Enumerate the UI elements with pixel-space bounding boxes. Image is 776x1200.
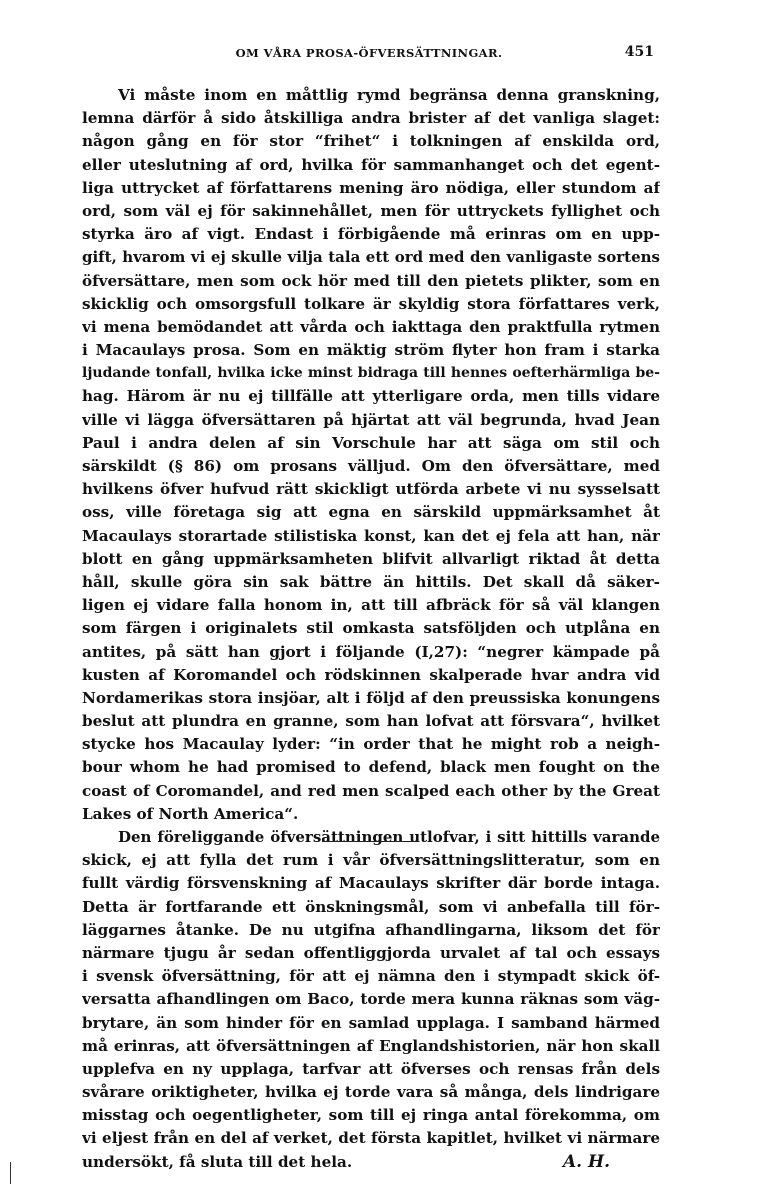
text-line: Nordamerikas stora insjöar, alt i följd af den preussiska konungens xyxy=(82,688,660,707)
text-line: coast of Coromandel, and red men scalped each other by the Great xyxy=(82,781,660,800)
text-line: hvilkens öfver hufvud rätt skickligt utförda arbete vi nu sysselsatt xyxy=(82,480,660,499)
text-line: må erinras, att öfversättningen af Englandshistorien, när hon skall xyxy=(82,1036,660,1055)
text-line: stycke hos Macaulay lyder: “in order that he might rob a neigh- xyxy=(82,735,660,754)
text-line: fullt värdig försvenskning af Macaulays skrifter där borde intaga. xyxy=(82,874,660,893)
margin-mark xyxy=(10,1162,11,1184)
body-text xyxy=(82,84,660,1174)
text-line: antites, på sätt han gjort i följande (I,27): “negrer kämpade på xyxy=(82,642,660,661)
text-line: misstag och oegentligheter, som till ej ringa antal förekomma, om xyxy=(82,1106,660,1125)
text-line: brytare, än som hinder för en samlad upplaga. I samband härmed xyxy=(82,1013,660,1032)
text-line: beslut att plundra en granne, som han lofvat att försvara“, hvilket xyxy=(82,712,660,731)
final-line xyxy=(82,1151,660,1174)
text-line: oss, ville företaga sig att egna en särskild uppmärksamhet åt xyxy=(82,503,660,522)
text-line: särskildt (§ 86) om prosans välljud. Om den öfversättare, med xyxy=(82,457,660,475)
text-line: Lakes of North America“. xyxy=(82,804,299,823)
text-line: blott en gång uppmärksamheten blifvit allvarligt riktad åt detta xyxy=(82,549,660,568)
running-title: OM VÅRA PROSA-ÖFVERSÄTTNINGAR. xyxy=(235,46,503,60)
text-line: som färgen i originalets stil omkasta satsföljden och utplåna en xyxy=(82,619,660,638)
text-line: ord, som väl ej för sakinnehållet, men för uttryckets fyllighet och xyxy=(82,201,660,220)
text-line: Den föreliggande öfversättningen utlofvar, i sitt hittills varande xyxy=(118,828,660,846)
end-rule xyxy=(322,841,418,842)
text-line: gift, hvarom vi ej skulle vilja tala ett ord med den vanligaste sortens xyxy=(82,248,660,267)
running-head xyxy=(84,46,654,70)
text-line: Vi måste inom en måttlig rymd begränsa denna granskning, xyxy=(118,86,660,104)
text-line: Paul i andra delen af sin Vorschule har att säga om stil och xyxy=(82,433,660,452)
text-line: skicklig och omsorgsfull tolkare är skyldig stora författares verk, xyxy=(82,294,660,313)
text-line: versatta afhandlingen om Baco, torde mera kunna räknas som väg- xyxy=(82,990,660,1009)
text-line: ljudande tonfall, hvilka icke minst bidraga till hennes oefterhärmliga be- xyxy=(82,365,660,382)
text-line: svårare oriktigheter, hvilka ej torde vara så många, dels lindrigare xyxy=(82,1083,660,1102)
text-line: i svensk öfversättning, för att ej nämna den i stympadt skick öf- xyxy=(82,967,660,986)
text-line: Detta är fortfarande ett önskningsmål, som vi anbefalla till för- xyxy=(82,897,660,916)
text-line: vi eljest från en del af verket, det första kapitlet, hvilket vi närmare xyxy=(82,1129,660,1148)
text-line: öfversättare, men som ock hör med till den pietets plikter, som en xyxy=(82,271,660,290)
page-number: 451 xyxy=(624,44,654,60)
text-line: styrka äro af vigt. Endast i förbigående må erinras om en upp- xyxy=(82,225,660,244)
text-line: upplefva en ny upplaga, tarfvar att öfverses och rensas från dels xyxy=(82,1059,660,1078)
text-line: närmare tjugu år sedan offentliggjorda urvalet af tal och essays xyxy=(82,943,660,962)
text-line: ville vi lägga öfversättaren på hjärtat att väl begrunda, hvad Jean xyxy=(82,410,660,429)
text-line: Macaulays storartade stilistiska konst, kan det ej fela att han, när xyxy=(82,526,660,545)
text-line: skick, ej att fylla det rum i vår öfversättningslitteratur, som en xyxy=(82,851,660,870)
text-line: i Macaulays prosa. Som en mäktig ström flyter hon fram i starka xyxy=(82,341,660,360)
text-line: håll, skulle göra sin sak bättre än hittils. Det skall då säker- xyxy=(82,572,660,591)
text-line: läggarnes åtanke. De nu utgifna afhandlingarna, liksom det för xyxy=(82,920,660,939)
text-line: undersökt, få sluta till det hela. xyxy=(82,1152,353,1171)
text-line: eller uteslutning af ord, hvilka för sammanhanget och det egent- xyxy=(82,155,660,174)
text-line: vi mena bemödandet att vårda och iakttaga den praktfulla rytmen xyxy=(82,317,660,336)
signature: A. H. xyxy=(562,1151,610,1172)
text-line: någon gång en för stor “frihet“ i tolkningen af enskilda ord, xyxy=(82,132,660,151)
text-line: hag. Härom är nu ej tillfälle att ytterligare orda, men tills vidare xyxy=(82,387,660,406)
text-line: bour whom he had promised to defend, black men fought on the xyxy=(82,758,660,777)
text-line: kusten af Koromandel och rödskinnen skalperade hvar andra vid xyxy=(82,665,660,684)
text-line: liga uttrycket af författarens mening äro nödiga, eller stundom af xyxy=(82,178,660,197)
text-line: lemna därför å sido åtskilliga andra brister af det vanliga slaget: xyxy=(82,109,660,128)
text-line: ligen ej vidare falla honom in, att till afbräck för så väl klangen xyxy=(82,596,660,615)
